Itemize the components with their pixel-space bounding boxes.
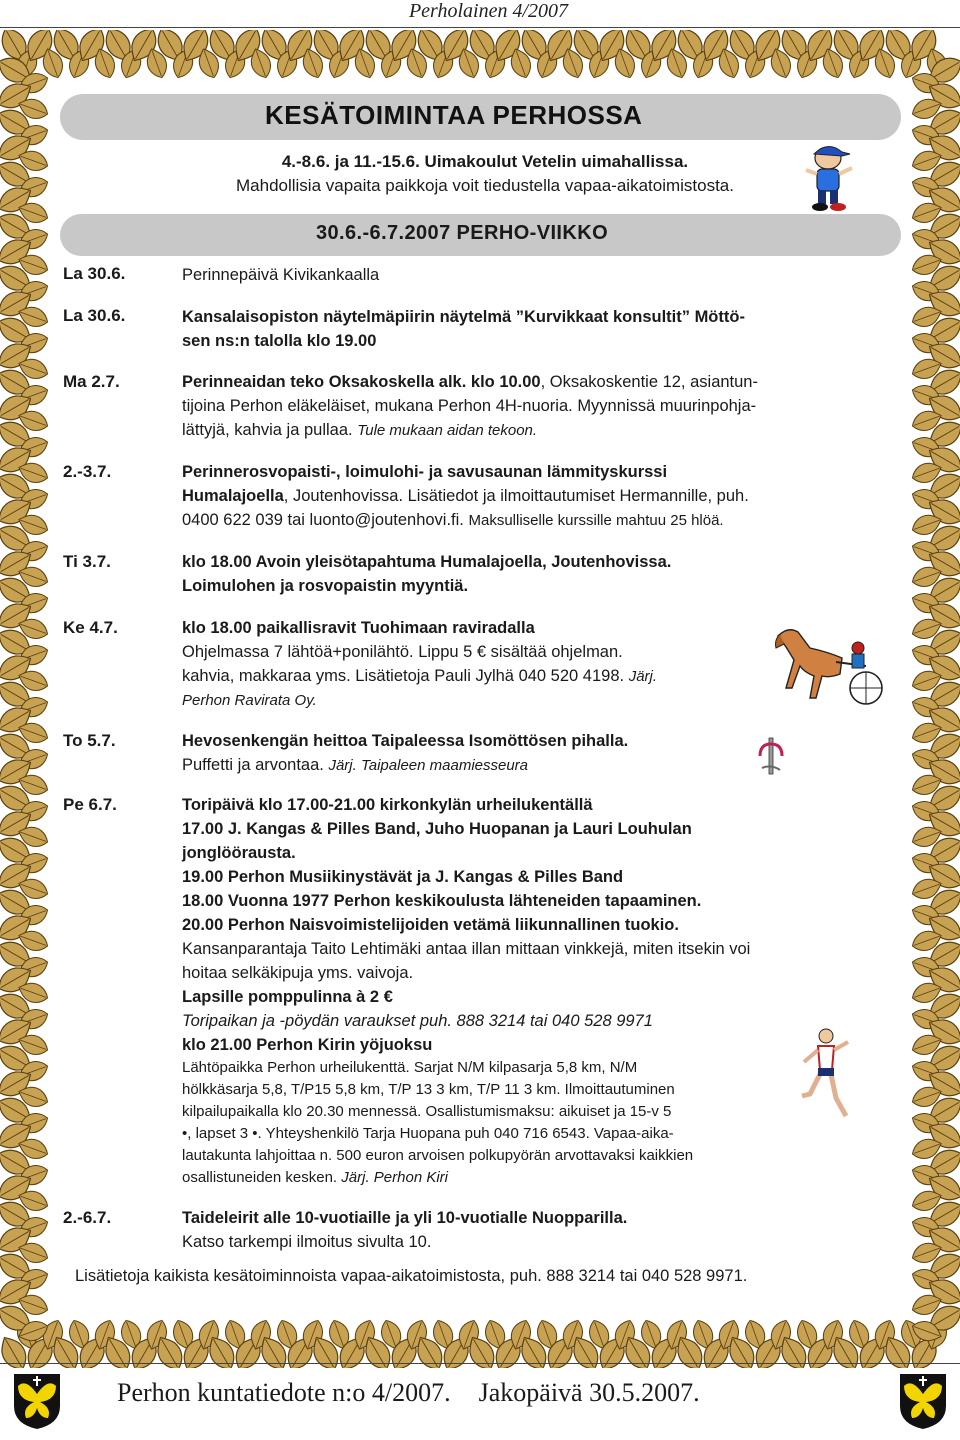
event-line: Kansalaisopiston näytelmäpiirin näytelmä ”Kurvikkaat konsultit” Möttö- <box>182 308 745 326</box>
event-line: lautakunta lahjoittaa n. 500 euron arvoisen polkupyörän arvottavaksi kaikkien <box>182 1147 694 1164</box>
event-description <box>182 550 882 598</box>
event-line-bold: Perinneaidan teko Oksakoskella alk. klo 10.00 <box>182 373 541 391</box>
event-line-bold: 17.00 J. Kangas & Pilles Band, Juho Huopanan ja Lauri Louhulan <box>182 820 692 838</box>
event-line: Ohjelmassa 7 lähtöä+ponilähtö. Lippu 5 € sisältää ohjelman. <box>182 643 623 661</box>
event-line-bold: jonglöörausta. <box>182 844 296 862</box>
harness-racing-horse-clipart <box>770 622 888 710</box>
event-line: Katso tarkempi ilmoitus sivulta 10. <box>182 1233 432 1251</box>
footer-note: Lisätietoja kaikista kesätoiminnoista vapaa-aikatoimistosta, puh. 888 3214 tai 040 528 9971. <box>75 1267 748 1285</box>
event-line: Perinnepäivä Kivikankaalla <box>182 266 380 284</box>
event-date: 2.-3.7. <box>63 462 112 481</box>
event-line-bold: 19.00 Perhon Musiikinystävät ja J. Kangas & Pilles Band <box>182 868 624 886</box>
event-line-bold: Lapsille pomppulinna à 2 € <box>182 988 393 1006</box>
event-date: 2.-6.7. <box>63 1208 112 1227</box>
event-line-bold: klo 18.00 paikallisravit Tuohimaan raviradalla <box>182 619 535 637</box>
event-line-italic: Järj. Perhon Kiri <box>341 1169 448 1186</box>
event-line-rest: , Joutenhovissa. Lisätiedot ja ilmoittautumiset Hermannille, puh. <box>283 487 749 505</box>
event-date: Ti 3.7. <box>63 552 111 571</box>
perho-crest-icon <box>12 1372 62 1430</box>
cartoon-boy-clipart <box>800 142 860 214</box>
event-line-bold: Taideleirit alle 10-vuotiaille ja yli 10-vuotialle Nuopparilla. <box>182 1209 628 1227</box>
event-line-italic: Toripaikan ja -pöydän varaukset puh. 888 3214 tai 040 528 9971 <box>182 1012 653 1030</box>
event-line: lättyjä, kahvia ja pullaa. <box>182 421 353 439</box>
event-line-bold: Toripäivä klo 17.00-21.00 kirkonkylän urheilukentällä <box>182 796 593 814</box>
event-line: Lähtöpaikka Perhon urheilukenttä. Sarjat N/M kilpasarja 5,8 km, N/M <box>182 1059 638 1076</box>
bottom-issue-line <box>117 1378 700 1408</box>
event-line: 0400 622 039 tai luonto@joutenhovi.fi. <box>182 511 464 529</box>
header-rule <box>0 27 960 28</box>
running-head: Perholainen 4/2007 <box>408 0 568 22</box>
distribution-date: Jakopäivä 30.5.2007. <box>478 1378 700 1407</box>
event-line: •, lapset 3 •. Yhteyshenkilö Tarja Huopana puh 040 716 6543. Vapaa-aika- <box>182 1125 674 1142</box>
issue-number: Perhon kuntatiedote n:o 4/2007. <box>117 1378 451 1407</box>
event-description <box>182 263 882 287</box>
event-line: osallistuneiden kesken. <box>182 1169 338 1186</box>
event-description <box>182 460 882 533</box>
event-line: hoitaa selkäkipuja yms. vaivoja. <box>182 964 414 982</box>
event-date: La 30.6. <box>63 306 126 325</box>
runner-clipart <box>796 1026 858 1126</box>
event-line-small: Maksulliselle kurssille mahtuu 25 hlöä. <box>468 512 724 529</box>
event-line-bold: 18.00 Vuonna 1977 Perhon keskikoulusta lähteneiden tapaaminen. <box>182 892 702 910</box>
intro-line-2: Mahdollisia vapaita paikkoja voit tiedustella vapaa-aikatoimistosta. <box>236 176 734 195</box>
event-line: hölkkäsarja 5,8, T/P15 5,8 km, T/P 13 3 km, T/P 11 3 km. Ilmoittautuminen <box>182 1081 675 1098</box>
event-line: tijoina Perhon eläkeläiset, mukana Perhon 4H-nuoria. Myynnissä muurinpohja- <box>182 397 757 415</box>
event-date: Ma 2.7. <box>63 372 120 391</box>
event-line-italic: Perhon Ravirata Oy. <box>182 692 317 709</box>
week-title: 30.6.-6.7.2007 PERHO-VIIKKO <box>316 222 609 244</box>
event-line: sen ns:n talolla klo 19.00 <box>182 332 377 350</box>
event-description <box>182 305 882 353</box>
event-line-italic: Tule mukaan aidan tekoon. <box>357 422 538 439</box>
event-description <box>182 793 882 1189</box>
event-line-italic: Järj. <box>628 668 658 685</box>
event-line-bold: Perinnerosvopaisti-, loimulohi- ja savusaunan lämmityskurssi <box>182 463 668 481</box>
event-line-bold: klo 21.00 Perhon Kirin yöjuoksu <box>182 1036 433 1054</box>
event-line-rest: , Oksakoskentie 12, asiantun- <box>540 373 758 391</box>
perho-crest-icon <box>898 1372 948 1430</box>
horseshoe-peg-clipart <box>756 734 786 778</box>
bottom-rule <box>0 1363 960 1364</box>
intro-line-1: 4.-8.6. ja 11.-15.6. Uimakoulut Vetelin uimahallissa. <box>281 152 689 171</box>
event-date: Ke 4.7. <box>63 618 118 637</box>
event-line: Loimulohen ja rosvopaistin myyntiä. <box>182 577 469 595</box>
event-line-bold: 20.00 Perhon Naisvoimistelijoiden vetämä liikunnallinen tuokio. <box>182 916 679 934</box>
event-date: Pe 6.7. <box>63 795 117 814</box>
event-line-bold: Humalajoella <box>182 487 284 505</box>
event-line: Puffetti ja arvontaa. <box>182 756 324 774</box>
event-line: kilpailupaikalla klo 20.30 mennessä. Osallistumismaksu: aikuiset ja 15-v 5 <box>182 1103 672 1120</box>
event-line: Kansanparantaja Taito Lehtimäki antaa illan mittaan vinkkejä, miten itsekin voi <box>182 940 751 958</box>
event-date: To 5.7. <box>63 731 116 750</box>
intro-swimming <box>180 150 790 198</box>
event-description <box>182 1206 882 1254</box>
event-line: kahvia, makkaraa yms. Lisätietoja Pauli Jylhä 040 520 4198. <box>182 667 625 685</box>
event-date: La 30.6. <box>63 264 126 283</box>
event-line-italic: Järj. Taipaleen maamiesseura <box>328 757 529 774</box>
event-line-bold: Hevosenkengän heittoa Taipaleessa Isomöttösen pihalla. <box>182 732 629 750</box>
event-description <box>182 370 882 443</box>
page-title: KESÄTOIMINTAA PERHOSSA <box>265 100 643 130</box>
event-line: klo 18.00 Avoin yleisötapahtuma Humalajoella, Joutenhovissa. <box>182 553 672 571</box>
